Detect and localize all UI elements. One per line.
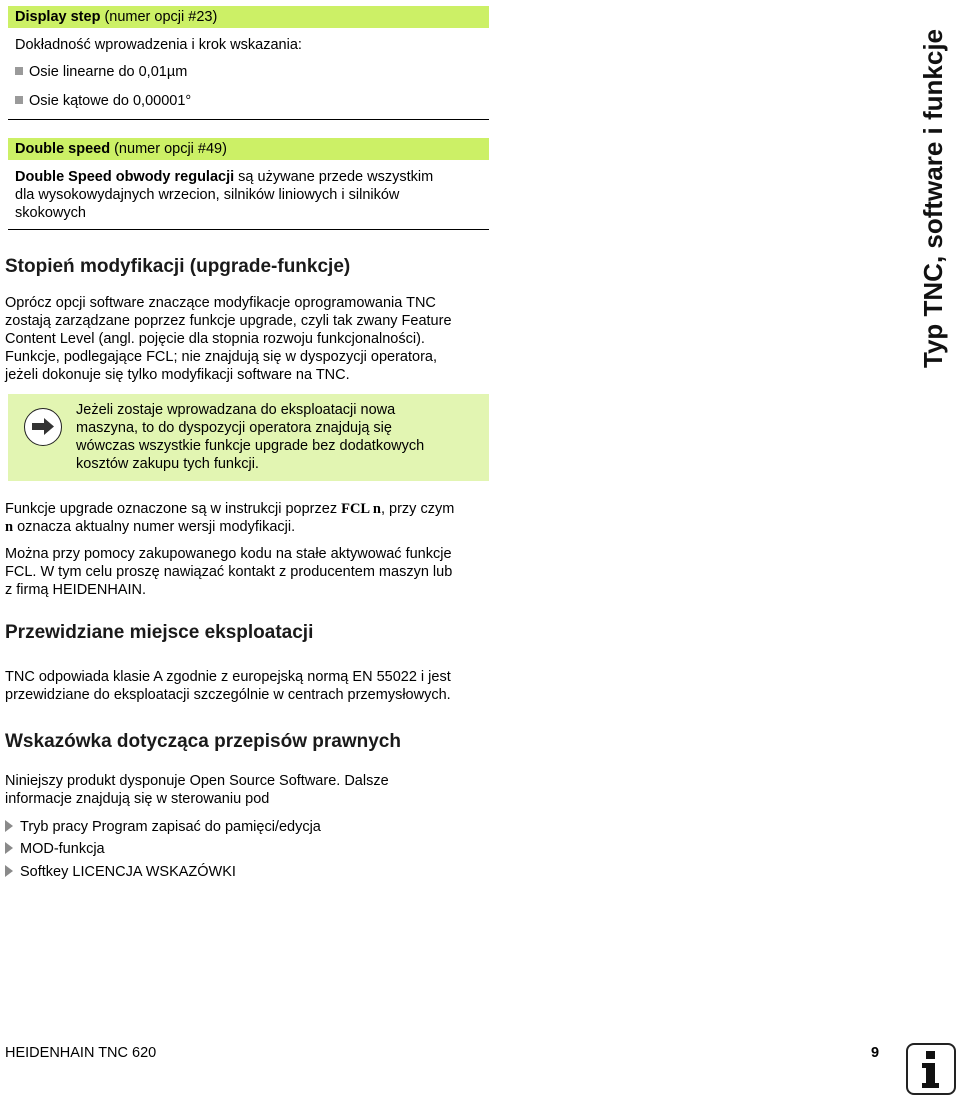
triangle-bullet-icon	[5, 865, 13, 877]
page-number: 9	[871, 1045, 880, 1061]
note-text: Jeżeli zostaje wprowadzana do eksploatacji nowa maszyna, to do dyspozycji operatora znajdują się wówczas wszystkie funkcje upgrade bez dodatkowych kosztów zakupu tych funkcji.	[76, 402, 425, 472]
side-chapter-title: Typ TNC, software i funkcje	[918, 28, 948, 368]
list-item: Softkey LICENCJA WSKAZÓWKI	[5, 863, 236, 881]
double-speed-text: Double Speed obwody regulacji są używane przede wszystkim dla wysokowydajnych wrzecion, silników liniowych i silników skokowych	[15, 169, 434, 221]
arrow-right-icon	[24, 408, 62, 446]
display-step-title: Display step	[15, 9, 101, 25]
fcl-n-code: n	[5, 519, 14, 535]
list-item: Osie linearne do 0,01µm	[15, 63, 187, 81]
display-step-intro: Dokładność wprowadzenia i krok wskazania:	[15, 37, 302, 53]
list-item: MOD-funkcja	[5, 840, 105, 858]
usage-paragraph: TNC odpowiada klasie A zgodnie z europejską normą EN 55022 i jest przewidziane do eksploatacji szczególnie w centrach przemysłowych.	[5, 669, 451, 703]
double-speed-option: (numer opcji #49)	[110, 141, 227, 157]
fcl-activation-paragraph: Można przy pomocy zakupowanego kodu na stałe aktywować funkcje FCL. W tym celu proszę nawiązać kontakt z producentem maszyn lub z firmą HEIDENHAIN.	[5, 546, 453, 598]
upgrade-paragraph: Oprócz opcji software znaczące modyfikacje oprogramowania TNC zostają zarządzane poprzez funkcje upgrade, czyli tak zwany Feature Content Level (angl. pojęcie dla stopnia rozwoju funkcjonalności). Funkcje, podlegające FCL; nie znajdują się w dyspozycji operatora, jeżeli dokonuje się tylko modyfikacji software na TNC.	[5, 295, 452, 383]
note-box	[8, 394, 489, 481]
square-bullet-icon	[15, 67, 23, 75]
legal-heading: Wskazówka dotycząca przepisów prawnych	[5, 731, 401, 752]
divider	[8, 229, 489, 230]
upgrade-heading: Stopień modyfikacji (upgrade-funkcje)	[5, 256, 351, 277]
divider	[8, 119, 489, 120]
triangle-bullet-icon	[5, 820, 13, 832]
double-speed-title: Double speed	[15, 141, 111, 157]
fcl-paragraph: Funkcje upgrade oznaczone są w instrukcji poprzez FCL n, przy czym n oznacza aktualny numer wersji modyfikacji.	[5, 501, 455, 535]
double-speed-header	[8, 138, 489, 160]
square-bullet-icon	[15, 96, 23, 104]
triangle-bullet-icon	[5, 842, 13, 854]
info-icon	[906, 1043, 956, 1095]
legal-paragraph: Niniejszy produkt dysponuje Open Source Software. Dalsze informacje znajdują się w sterowaniu pod	[5, 773, 389, 807]
usage-heading: Przewidziane miejsce eksploatacji	[5, 622, 314, 643]
list-item: Osie kątowe do 0,00001°	[15, 92, 191, 110]
list-item: Tryb pracy Program zapisać do pamięci/edycja	[5, 818, 321, 836]
fcl-code: FCL n	[341, 501, 381, 517]
display-step-option: (numer opcji #23)	[100, 9, 218, 25]
footer-title: HEIDENHAIN TNC 620	[5, 1045, 157, 1061]
display-step-header	[8, 6, 489, 28]
